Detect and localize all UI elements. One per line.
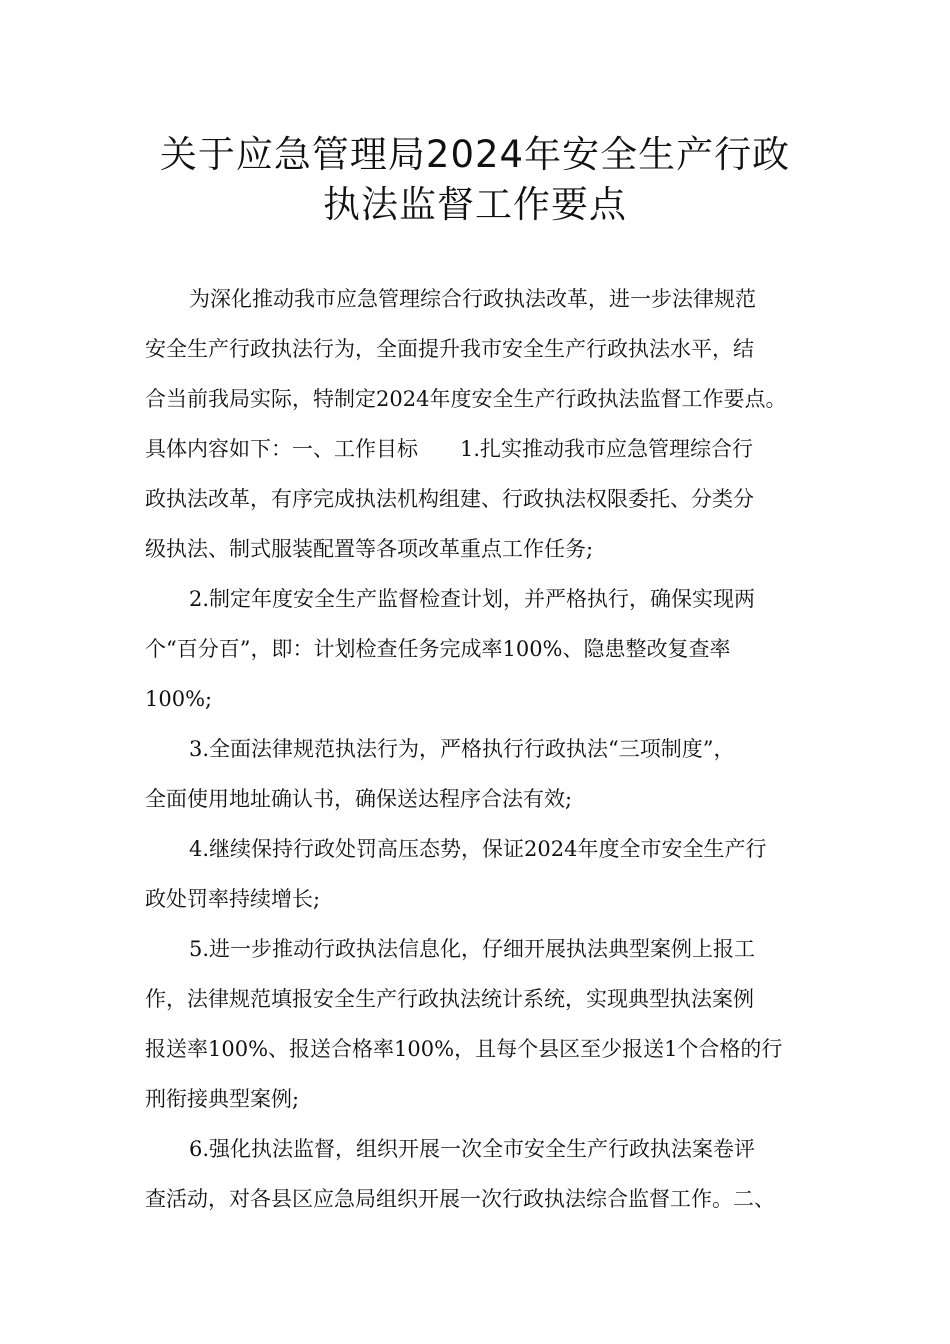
body-line: 报送率100%、报送合格率100%，且每个县区至少报送1个合格的行	[145, 1037, 783, 1061]
body-line: 100%;	[145, 687, 213, 711]
body-line: 全面使用地址确认书，确保送达程序合法有效;	[145, 787, 573, 811]
body-line: 政执法改革，有序完成执法机构组建、行政执法权限委托、分类分	[145, 487, 754, 511]
document-title-line-2: 执法监督工作要点	[323, 183, 627, 226]
body-line: 具体内容如下：一、工作目标 1.扎实推动我市应急管理综合行	[145, 437, 754, 461]
body-line: 级执法、制式服装配置等各项改革重点工作任务;	[145, 537, 594, 561]
body-line: 作，法律规范填报安全生产行政执法统计系统，实现典型执法案例	[145, 987, 754, 1011]
body-line: 4.继续保持行政处罚高压态势，保证2024年度全市安全生产行	[189, 837, 767, 861]
body-line: 合当前我局实际，特制定2024年度安全生产行政执法监督工作要点。	[145, 387, 787, 411]
body-line: 查活动，对各县区应急局组织开展一次行政执法综合监督工作。二、	[145, 1187, 775, 1211]
body-line: 2.制定年度安全生产监督检查计划，并严格执行，确保实现两	[189, 587, 756, 611]
body-line: 政处罚率持续增长;	[145, 887, 321, 911]
body-line: 个“百分百”，即：计划检查任务完成率100%、隐患整改复查率	[145, 637, 731, 661]
body-line: 3.全面法律规范执法行为，严格执行行政执法“三项制度”，	[189, 737, 735, 761]
body-line: 刑衔接典型案例;	[145, 1087, 300, 1111]
body-line: 5.进一步推动行政执法信息化，仔细开展执法典型案例上报工	[189, 937, 756, 961]
body-line: 为深化推动我市应急管理综合行政执法改革，进一步法律规范	[189, 287, 756, 311]
document-title-line-1: 关于应急管理局2024年安全生产行政	[159, 133, 791, 176]
body-line: 安全生产行政执法行为，全面提升我市安全生产行政执法水平，结	[145, 337, 754, 361]
body-line: 6.强化执法监督，组织开展一次全市安全生产行政执法案卷评	[189, 1137, 756, 1161]
